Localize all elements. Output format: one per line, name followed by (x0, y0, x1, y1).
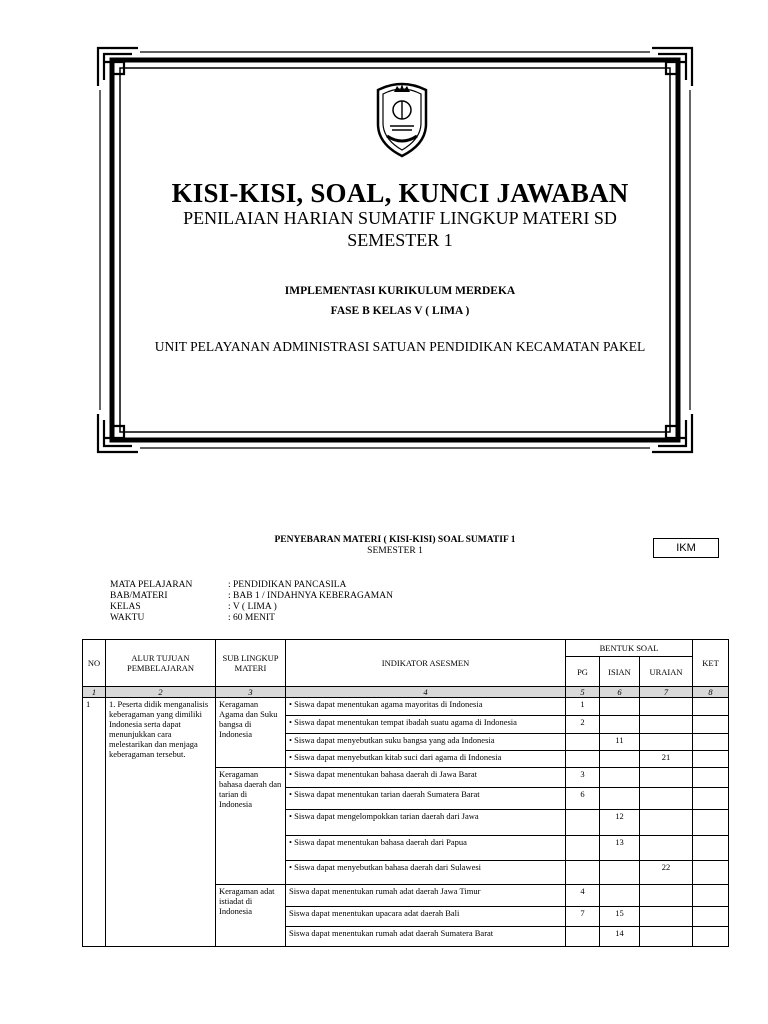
indikator-cell: • Siswa dapat menyebutkan suku bangsa yang ada Indonesia (286, 734, 566, 751)
pg-cell (566, 836, 600, 861)
ket-cell (693, 836, 729, 861)
table-row (83, 698, 729, 716)
ket-cell (693, 861, 729, 885)
regional-crest-logo (372, 80, 432, 158)
meta-value: : BAB 1 / INDAHNYA KEBERAGAMAN (228, 591, 393, 601)
indikator-cell: Siswa dapat menentukan rumah adat daerah Jawa Timur (286, 885, 566, 907)
cover-semester: SEMESTER 1 (347, 230, 453, 250)
pg-cell (566, 810, 600, 836)
uraian-cell (640, 927, 693, 947)
indikator-cell: • Siswa dapat menentukan agama mayoritas di Indonesia (286, 698, 566, 716)
meta-row (110, 602, 393, 613)
ket-cell (693, 734, 729, 751)
uraian-cell (640, 768, 693, 788)
isian-cell (600, 768, 640, 788)
pg-cell (566, 861, 600, 885)
isian-cell (600, 788, 640, 810)
uraian-cell: 22 (640, 861, 693, 885)
isian-cell: 11 (600, 734, 640, 751)
ket-cell (693, 907, 729, 927)
indikator-cell: • Siswa dapat menentukan bahasa daerah di Jawa Barat (286, 768, 566, 788)
alur-tujuan-text: 1. Peserta didik menganalisis keberagaman yang dimiliki Indonesia serta dapat menunjukkan cara melestarikan dan menjaga keberagaman tersebut. (106, 698, 216, 947)
column-number: 5 (566, 687, 600, 698)
uraian-cell (640, 788, 693, 810)
header-bentuk-soal: BENTUK SOAL (566, 640, 693, 657)
isian-cell: 14 (600, 927, 640, 947)
uraian-cell (640, 885, 693, 907)
indikator-cell: • Siswa dapat menyebutkan kitab suci dari agama di Indonesia (286, 751, 566, 768)
isian-cell (600, 861, 640, 885)
pg-cell (566, 751, 600, 768)
header-isian: ISIAN (600, 657, 640, 687)
meta-value: : PENDIDIKAN PANCASILA (228, 580, 347, 590)
isian-cell: 15 (600, 907, 640, 927)
sub-lingkup-cell: Keragaman Agama dan Suku bangsa di Indonesia (216, 698, 286, 768)
kisi-kisi-table (82, 639, 729, 947)
indikator-cell: • Siswa dapat menentukan tarian daerah Sumatera Barat (286, 788, 566, 810)
sub-lingkup-cell: Keragaman bahasa daerah dan tarian di Indonesia (216, 768, 286, 885)
cover-unit: UNIT PELAYANAN ADMINISTRASI SATUAN PENDIDIKAN KECAMATAN PAKEL (154, 339, 646, 354)
header-indikator: INDIKATOR ASESMEN (286, 640, 566, 687)
isian-cell (600, 751, 640, 768)
indikator-cell: • Siswa dapat mengelompokkan tarian daerah dari Jawa (286, 810, 566, 836)
header-alur-tujuan: ALUR TUJUAN PEMBELAJARAN (106, 640, 216, 687)
column-number: 3 (216, 687, 286, 698)
uraian-cell (640, 907, 693, 927)
meta-value: : V ( LIMA ) (228, 602, 277, 612)
pg-cell: 4 (566, 885, 600, 907)
pg-cell (566, 927, 600, 947)
isian-cell (600, 885, 640, 907)
header-ket: KET (693, 640, 729, 687)
sheet-title: PENYEBARAN MATERI ( KISI-KISI) SOAL SUMATIF 1 (274, 535, 516, 545)
column-number: 4 (286, 687, 566, 698)
ket-cell (693, 698, 729, 716)
uraian-cell (640, 810, 693, 836)
header-no: NO (83, 640, 106, 687)
ket-cell (693, 768, 729, 788)
column-number: 7 (640, 687, 693, 698)
ket-cell (693, 716, 729, 734)
cover-implementation: IMPLEMENTASI KURIKULUM MERDEKA (284, 285, 516, 297)
header-uraian: URAIAN (640, 657, 693, 687)
isian-cell: 12 (600, 810, 640, 836)
indikator-cell: • Siswa dapat menentukan tempat ibadah suatu agama di Indonesia (286, 716, 566, 734)
subject-info (110, 580, 393, 624)
isian-cell (600, 716, 640, 734)
indikator-cell: Siswa dapat menentukan rumah adat daerah Sumatera Barat (286, 927, 566, 947)
cover-subtitle: PENILAIAN HARIAN SUMATIF LINGKUP MATERI SD (183, 208, 617, 228)
header-sub-lingkup: SUB LINGKUP MATERI (216, 640, 286, 687)
pg-cell: 6 (566, 788, 600, 810)
ket-cell (693, 885, 729, 907)
pg-cell: 7 (566, 907, 600, 927)
header-pg: PG (566, 657, 600, 687)
meta-row (110, 591, 393, 602)
isian-cell (600, 698, 640, 716)
meta-value: : 60 MENIT (228, 613, 275, 623)
ket-cell (693, 788, 729, 810)
ikm-badge: IKM (653, 538, 719, 558)
uraian-cell: 21 (640, 751, 693, 768)
sub-lingkup-cell: Keragaman adat istiadat di Indonesia (216, 885, 286, 947)
meta-label: BAB/MATERI (110, 591, 168, 601)
pg-cell: 1 (566, 698, 600, 716)
uraian-cell (640, 734, 693, 751)
sheet-semester: SEMESTER 1 (367, 546, 423, 556)
ket-cell (693, 810, 729, 836)
ket-cell (693, 927, 729, 947)
meta-row (110, 613, 393, 624)
cover-title: KISI-KISI, SOAL, KUNCI JAWABAN (171, 178, 629, 208)
cover-phase: FASE B KELAS V ( LIMA ) (330, 305, 470, 317)
meta-label: KELAS (110, 602, 141, 612)
isian-cell: 13 (600, 836, 640, 861)
pg-cell (566, 734, 600, 751)
column-number: 2 (106, 687, 216, 698)
column-number: 1 (83, 687, 106, 698)
pg-cell: 2 (566, 716, 600, 734)
column-number: 8 (693, 687, 729, 698)
meta-label: WAKTU (110, 613, 145, 623)
indikator-cell: • Siswa dapat menyebutkan bahasa daerah dari Sulawesi (286, 861, 566, 885)
meta-label: MATA PELAJARAN (110, 580, 193, 590)
column-number: 6 (600, 687, 640, 698)
meta-row (110, 580, 393, 591)
indikator-cell: • Siswa dapat menentukan bahasa daerah dari Papua (286, 836, 566, 861)
row-no: 1 (83, 698, 106, 947)
uraian-cell (640, 836, 693, 861)
uraian-cell (640, 716, 693, 734)
indikator-cell: Siswa dapat menentukan upacara adat daerah Bali (286, 907, 566, 927)
pg-cell: 3 (566, 768, 600, 788)
ket-cell (693, 751, 729, 768)
uraian-cell (640, 698, 693, 716)
